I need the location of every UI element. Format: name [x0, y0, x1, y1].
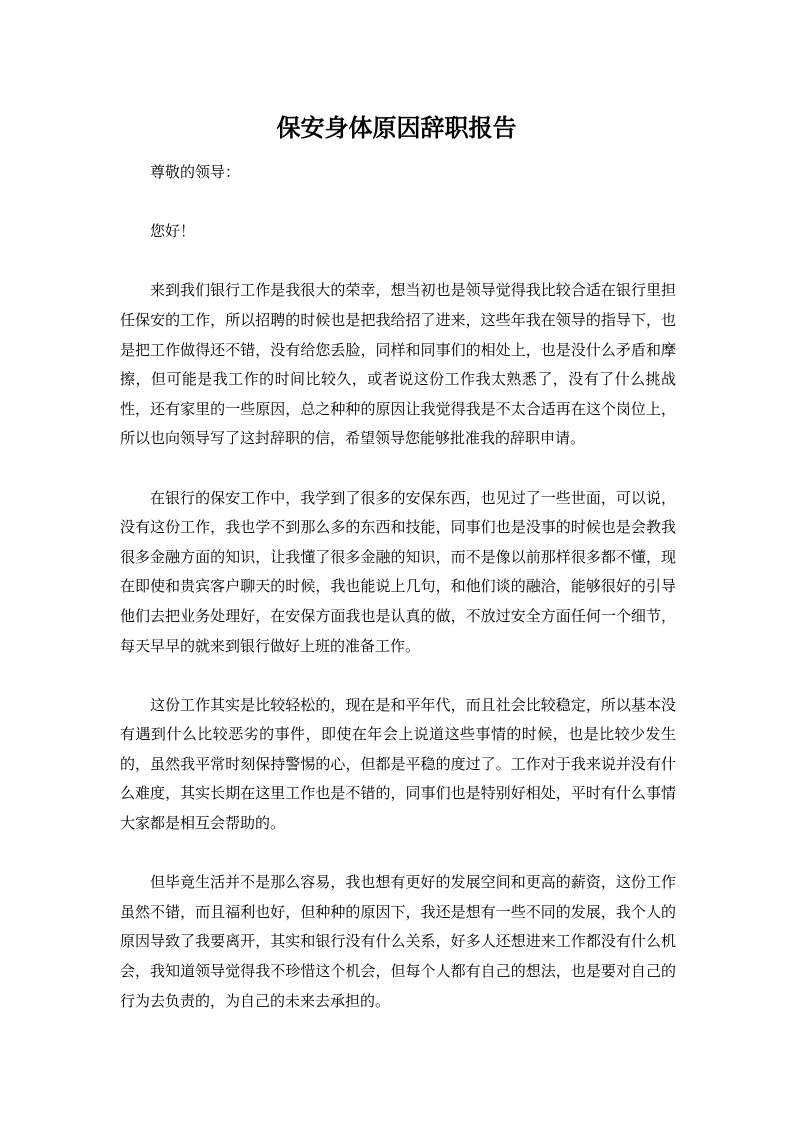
paragraph-2: 在银行的保安工作中，我学到了很多的安保东西，也见过了一些世面，可以说，没有这份工作，我也学不到那么多的东西和技能，同事们也是没事的时候也是会教我很多金融方面的知识，让我懂了很多金融的知识，而不是像以前那样很多都不懂，现在即使和贵宾客户聊天的时候，我也能说上几句，和他们谈的融洽，能够很好的引导他们去把业务处理好，在安保方面我也是认真的做，不放过安全方面任何一个细节，每天早早的就来到银行做好上班的准备工作。: [120, 488, 676, 655]
paragraph-1: 来到我们银行工作是我很大的荣幸，想当初也是领导觉得我比较合适在银行里担任保安的工作，所以招聘的时候也是把我给招了进来，这些年我在领导的指导下，也是把工作做得还不错，没有给您丢脸，同样和同事们的相处上，也是没什么矛盾和摩擦，但可能是我工作的时间比较久，或者说这份工作我太熟悉了，没有了什么挑战性，还有家里的一些原因，总之种种的原因让我觉得我是不太合适再在这个岗位上，所以也向领导写了这封辞职的信，希望领导您能够批准我的辞职申请。: [120, 281, 676, 448]
document-body: [120, 158, 676, 1046]
paragraph-4: 但毕竟生活并不是那么容易，我也想有更好的发展空间和更高的薪资，这份工作虽然不错，而且福利也好，但种种的原因下，我还是想有一些不同的发展，我个人的原因导致了我要离开，其实和银行没有什么关系，好多人还想进来工作都没有什么机会，我知道领导觉得我不珍惜这个机会，但每个人都有自己的想法，也是要对自己的行为去负责的，为自己的未来去承担的。: [120, 873, 676, 1010]
salutation: 尊敬的领导：: [150, 163, 241, 181]
paragraph-3: 这份工作其实是比较轻松的，现在是和平年代，而且社会比较稳定，所以基本没有遇到什么比较恶劣的事件，即使在年会上说道这些事情的时候，也是比较少发生的，虽然我平常时刻保持警惕的心，但都是平稳的度过了。工作对于我来说并没有什么难度，其实长期在这里工作也是不错的，同事们也是特别好相处，平时有什么事情大家都是相互会帮助的。: [120, 695, 676, 833]
document-title: 保安身体原因辞职报告: [276, 114, 517, 142]
greeting: 您好！: [150, 222, 196, 241]
